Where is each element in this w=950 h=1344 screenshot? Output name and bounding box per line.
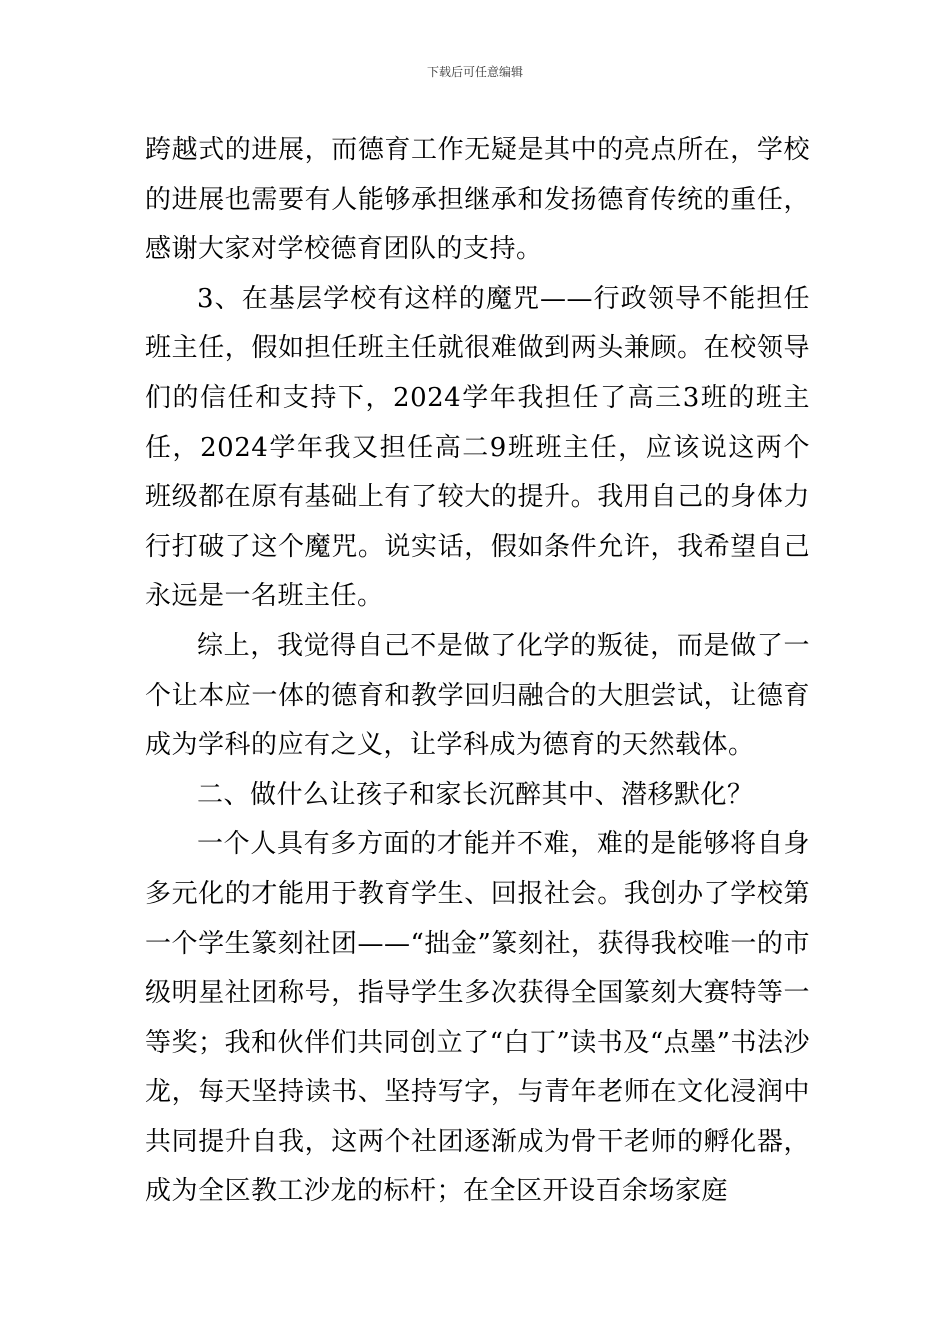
paragraph-1: 跨越式的进展，而德育工作无疑是其中的亮点所在，学校的进展也需要有人能够承担继承和发扬德育传统的重任，感谢大家对学校德育团队的支持。 [145, 135, 810, 265]
section-heading: 二、做什么让孩子和家长沉醉其中、潜移默化？ [197, 779, 754, 810]
paragraph-2: 3、在基层学校有这样的魔咒——行政领导不能担任班主任，假如担任班主任就很难做到两头兼顾。在校领导们的信任和支持下，2024学年我担任了高三3班的班主任，2024学年我又担任高二9班班主任，应该说这两个班级都在原有基础上有了较大的提升。我用自己的身体力行打破了这个魔咒。说实话，假如条件允许，我希望自己永远是一名班主任。 [145, 283, 810, 612]
paragraph-3: 综上，我觉得自己不是做了化学的叛徒，而是做了一个让本应一体的德育和教学回归融合的大胆尝试，让德育成为学科的应有之义，让学科成为德育的天然载体。 [145, 630, 810, 761]
document-body [145, 126, 810, 1217]
paragraph-4: 一个人具有多方面的才能并不难，难的是能够将自身多元化的才能用于教育学生、回报社会。我创办了学校第一个学生篆刻社团——“拙金”篆刻社，获得我校唯一的市级明星社团称号，指导学生多次获得全国篆刻大赛特等一等奖；我和伙伴们共同创立了“白丁”读书及“点墨”书法沙龙，每天坚持读书、坚持写字，与青年老师在文化浸润中共同提升自我，这两个社团逐渐成为骨干老师的孵化器，成为全区教工沙龙的标杆；在全区开设百余场家庭 [145, 829, 810, 1207]
page-header: 下载后可任意编辑 [426, 65, 523, 79]
